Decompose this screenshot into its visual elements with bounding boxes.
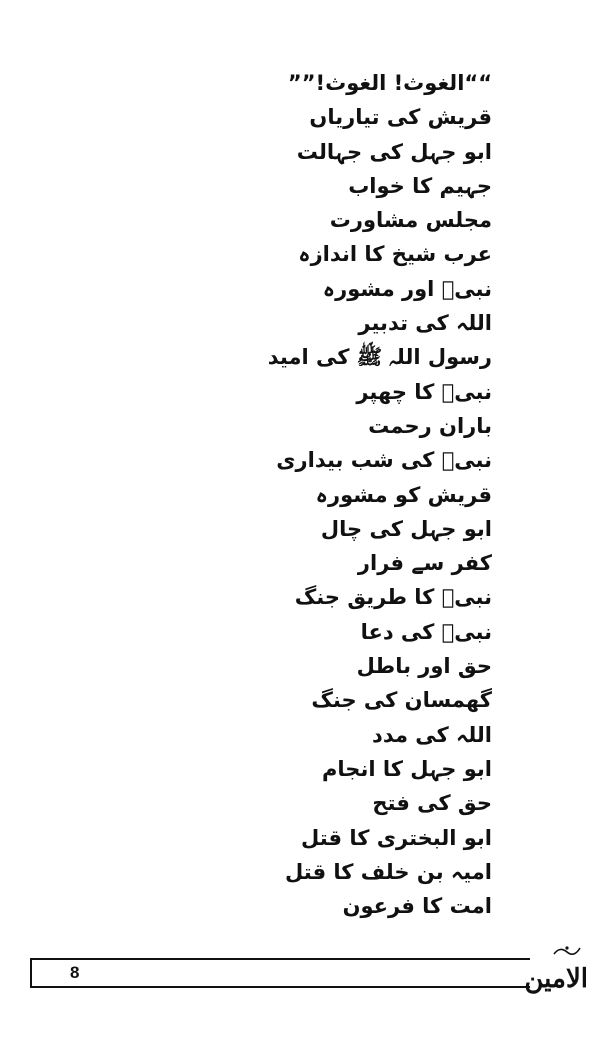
toc-item: امیہ بن خلف کا قتل	[285, 859, 492, 884]
toc-item: اللہ کی مدد	[372, 722, 492, 747]
toc-item: نبیؐ کی شب بیداری	[276, 448, 492, 473]
page-footer	[30, 958, 550, 988]
toc-item: امت کا فرعون	[342, 894, 492, 919]
table-of-contents	[192, 66, 492, 923]
toc-item: ابو جہل کی جہالت	[296, 139, 492, 164]
toc-item: باران رحمت	[368, 413, 492, 438]
page-number: 8	[70, 963, 80, 982]
toc-item: قریش کو مشورہ	[315, 482, 492, 507]
toc-item: مجلس مشاورت	[329, 208, 492, 233]
toc-item: ابو جہل کا انجام	[322, 756, 492, 781]
logo-text: الامین	[524, 964, 588, 994]
toc-item: نبیؐ کا چھپر	[356, 379, 492, 404]
toc-item: نبیؐ کی دعا	[360, 619, 492, 644]
toc-item: ““الغوث! الغوث!””	[287, 71, 492, 95]
toc-item: ابو جہل کی چال	[320, 516, 492, 541]
toc-item: قریش کی تیاریاں	[309, 105, 492, 130]
toc-item: رسول اللہ ﷺ کی امید	[267, 345, 492, 370]
toc-item: گھمسان کی جنگ	[311, 688, 492, 713]
logo-ornament-icon	[552, 944, 582, 958]
toc-item: عرب شیخ کا اندازہ	[298, 242, 492, 267]
toc-item: جہیم کا خواب	[348, 173, 492, 198]
toc-item: نبیؐ اور مشورہ	[322, 276, 492, 301]
toc-item: حق اور باطل	[356, 654, 492, 679]
publisher-logo	[524, 940, 588, 998]
toc-item: اللہ کی تدبیر	[358, 311, 492, 336]
toc-item: کفر سے فرار	[357, 551, 492, 576]
toc-item: ابو البختری کا قتل	[300, 825, 492, 850]
toc-item: نبیؐ کا طریق جنگ	[294, 585, 492, 610]
toc-item: حق کی فتح	[372, 791, 492, 816]
